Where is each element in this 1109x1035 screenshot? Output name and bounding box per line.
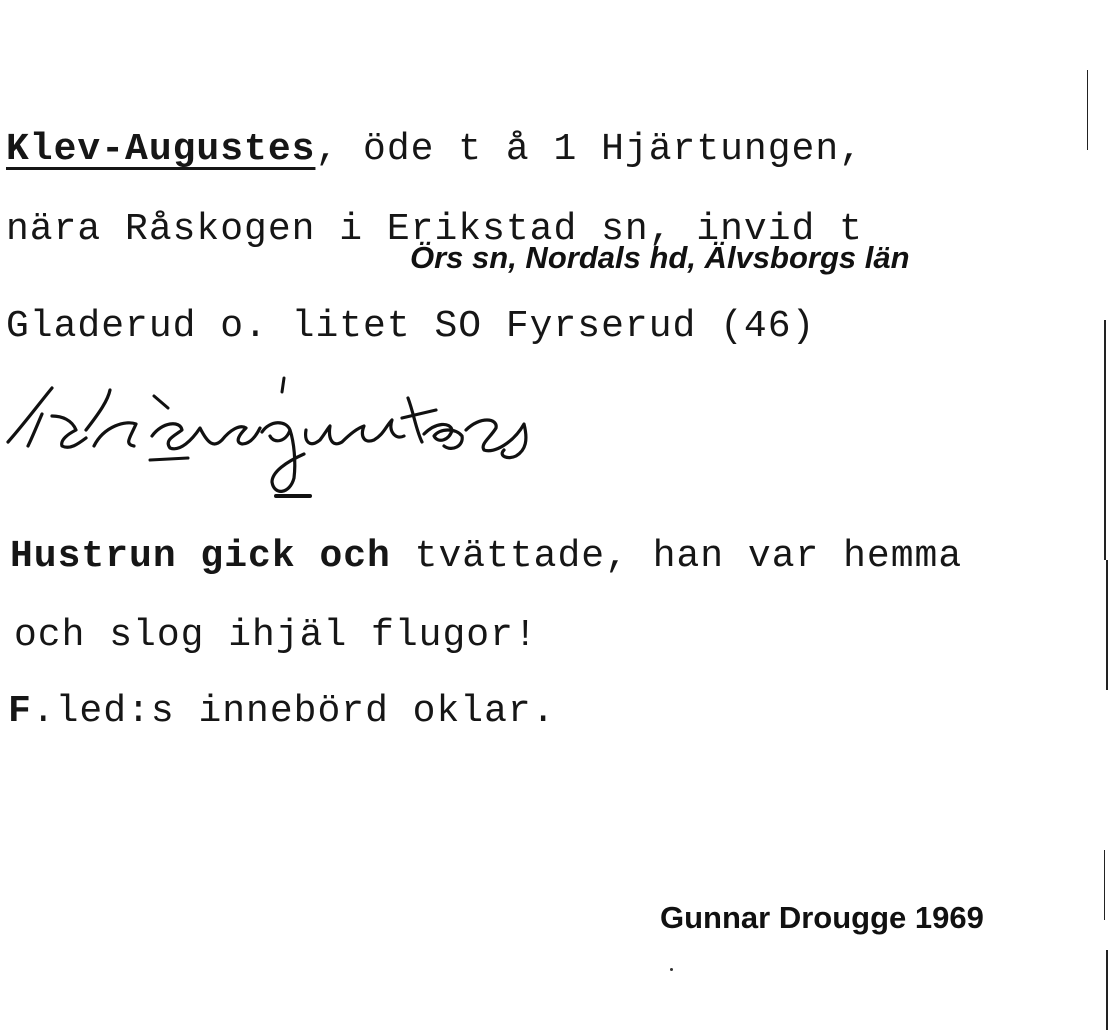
scan-edge-line-lower — [1106, 560, 1108, 690]
note-prefix: F — [8, 690, 32, 733]
scan-speck — [670, 968, 673, 971]
place-annotation: Örs sn, Nordals hd, Älvsborgs län — [410, 240, 910, 275]
scan-edge-mark-corner — [1106, 950, 1108, 1030]
signature: Gunnar Drougge 1969 — [660, 900, 984, 935]
story-line-1 — [10, 535, 962, 578]
scan-edge-mark-bottom — [1104, 850, 1105, 920]
scan-edge-line — [1104, 320, 1106, 560]
note-line — [8, 690, 556, 733]
headword: Klev-Augustes — [6, 128, 316, 171]
entry-line-3: Gladerud o. litet SO Fyrserud (46) — [6, 305, 816, 348]
entry-line-2: nära Råskogen i Erikstad sn, invid t — [6, 208, 863, 251]
phonetic-transcription — [4, 370, 564, 510]
story-line-2: och slog ihjäl flugor! — [14, 614, 538, 657]
story-bold-text: Hustrun gick och — [10, 535, 391, 578]
story-text: tvättade, han var hemma — [390, 535, 963, 578]
note-text: .led:s innebörd oklar. — [31, 690, 556, 733]
scan-edge-mark — [1087, 70, 1088, 150]
entry-line-1-text: , öde t å 1 Hjärtungen, — [315, 128, 863, 171]
entry-line-1 — [6, 128, 863, 171]
